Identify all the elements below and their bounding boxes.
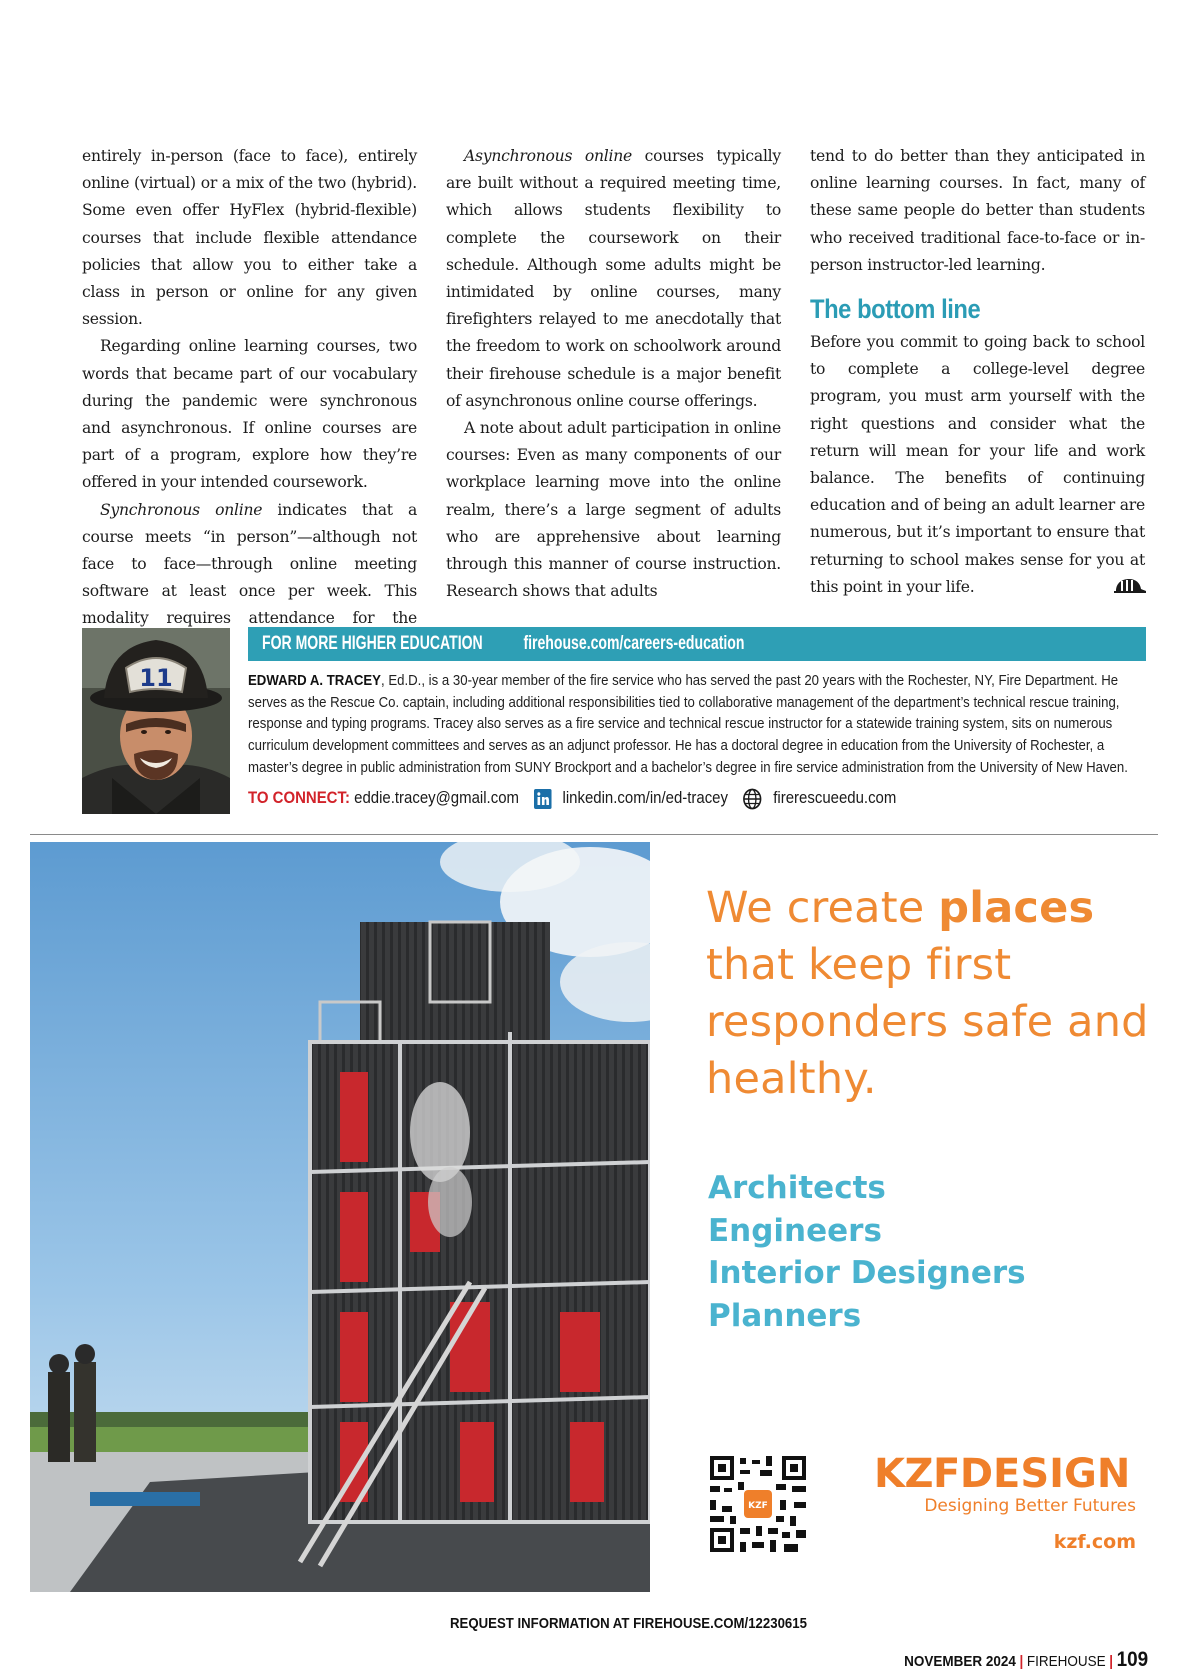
page-number: 109	[1116, 1648, 1148, 1671]
bio-line: master’s degree in public administration from SUNY Brockport and a bachelor’s degree in fire service administration from the University of New Haven.	[248, 758, 1128, 776]
connect-row	[248, 785, 896, 811]
page-folio	[904, 1648, 1148, 1672]
headline-pre: We create	[706, 883, 939, 933]
headline-post: that keep first responders safe and healthy.	[706, 940, 1149, 1104]
section-divider	[30, 834, 1158, 835]
kzf-tagline: Designing Better Futures	[924, 1496, 1136, 1516]
ad-photo-training-tower	[30, 842, 650, 1592]
folio-separator: |	[1019, 1653, 1024, 1670]
magazine-name: FIREHOUSE	[1026, 1653, 1106, 1670]
headline-emphasis: places	[938, 883, 1095, 933]
folio-separator: |	[1109, 1653, 1113, 1670]
paragraph-text: courses typically are built without a required meeting time, which allows students flexibility to complete the coursework on their schedule. Although some adults might be intimidated by online courses, many firefighters relayed to me anecdotally that the freedom to work on schoolwork around their firehouse schedule is a major benefit of asynchronous online course offerings.	[446, 147, 781, 410]
term-synchronous: Synchronous online	[100, 500, 263, 519]
paragraph: A note about adult participation in online courses: Even as many components of our workplace learning move into the online realm, there’s a large segment of adults who are apprehensive about learning through this manner of course instruction. Research shows that adults	[446, 419, 781, 601]
logo-design: DESIGN	[959, 1451, 1131, 1497]
paragraph-text: Before you commit to going back to school to complete a college-level degree program, you must arm yourself with the right questions and consider what the return will mean for your life and work balance. The benefits of continuing education and of being an adult learner are numerous, but it’s important to ensure that returning to school makes sense for you at this point in your life.	[810, 333, 1145, 596]
ad-headline	[706, 880, 1166, 1108]
issue-date: NOVEMBER 2024	[903, 1653, 1016, 1670]
paragraph: tend to do better than they anticipated in online learning courses. In fact, many of these same people do better than students who received traditional face-to-face or in-person instructor-led learning.	[810, 147, 1145, 274]
paragraph	[446, 143, 781, 415]
training-tower-illustration	[30, 842, 650, 1592]
bio-line: serves as the Rescue Co. captain, including additional responsibilities tied to collaborative management of the department’s technical rescue training,	[248, 693, 1120, 711]
end-mark	[1109, 572, 1147, 599]
discipline-item: Interior Designers	[708, 1255, 1026, 1291]
author-bio	[248, 670, 1146, 779]
author-email[interactable]: eddie.tracey@gmail.com	[354, 788, 519, 807]
article-column-3	[810, 143, 1145, 601]
discipline-item: Engineers	[708, 1212, 882, 1249]
author-website[interactable]: firerescueedu.com	[773, 788, 897, 807]
linkedin-icon	[534, 789, 552, 809]
globe-icon	[743, 788, 762, 810]
ad-disciplines	[708, 1167, 1148, 1337]
helmet-number: 11	[139, 664, 173, 692]
paragraph-text: indicates that a course meets “in person”—although not face to face—through online meeting software at least once per week. This modality requires attendance for the	[82, 500, 417, 628]
bio-line: curriculum development committees and serves as an adjunct professor. He has a doctoral degree in education from the University of Rochester, a	[248, 737, 1105, 755]
discipline-item: Architects	[708, 1170, 886, 1206]
kzf-url[interactable]: kzf.com	[1053, 1531, 1136, 1553]
connect-label: TO CONNECT:	[248, 788, 350, 807]
paragraph: entirely in-person (face to face), entirely online (virtual) or a mix of the two (hybrid). Some even offer HyFlex (hybrid-flexible) courses that include flexible attendance policies that allow you to either take a class in person or online for any given session.	[82, 147, 417, 329]
qr-badge: KZF	[748, 1501, 768, 1511]
section-subhead: The bottom line	[810, 294, 981, 325]
paragraph: Regarding online learning courses, two words that became part of our vocabulary during the pandemic were synchronous and asynchronous. If online courses are part of a program, explore how they’re offered in your intended coursework.	[82, 337, 417, 492]
qr-code[interactable]	[710, 1456, 806, 1552]
kzf-design-logo	[874, 1452, 1130, 1496]
author-name: EDWARD A. TRACEY	[248, 672, 381, 689]
logo-kzf: KZF	[874, 1451, 960, 1497]
article-column-1	[82, 143, 417, 660]
author-photo	[82, 628, 230, 814]
author-credentials: , Ed.D.,	[380, 672, 426, 689]
article-column-2	[446, 143, 781, 605]
author-linkedin[interactable]: linkedin.com/in/ed-tracey	[562, 788, 728, 807]
author-photo-illustration	[82, 628, 230, 814]
discipline-item: Planners	[708, 1297, 862, 1334]
term-asynchronous: Asynchronous online	[464, 147, 633, 165]
more-education-banner	[248, 627, 1146, 661]
banner-label: FOR MORE HIGHER EDUCATION	[262, 633, 483, 654]
request-info-link[interactable]: REQUEST INFORMATION AT FIREHOUSE.COM/12230615	[450, 1615, 807, 1632]
helmet-icon	[1113, 577, 1147, 595]
bio-line: response and typing programs. Tracey also serves as a fire service and technical rescue instructor for a statewide training system, sits on numerous	[248, 715, 1113, 733]
bio-line: is a 30-year member of the fire service who has served the past 20 years with the Rochester, NY, Fire Department. He	[425, 672, 1119, 689]
banner-url[interactable]: firehouse.com/careers-education	[523, 633, 745, 654]
paragraph	[810, 329, 1145, 601]
